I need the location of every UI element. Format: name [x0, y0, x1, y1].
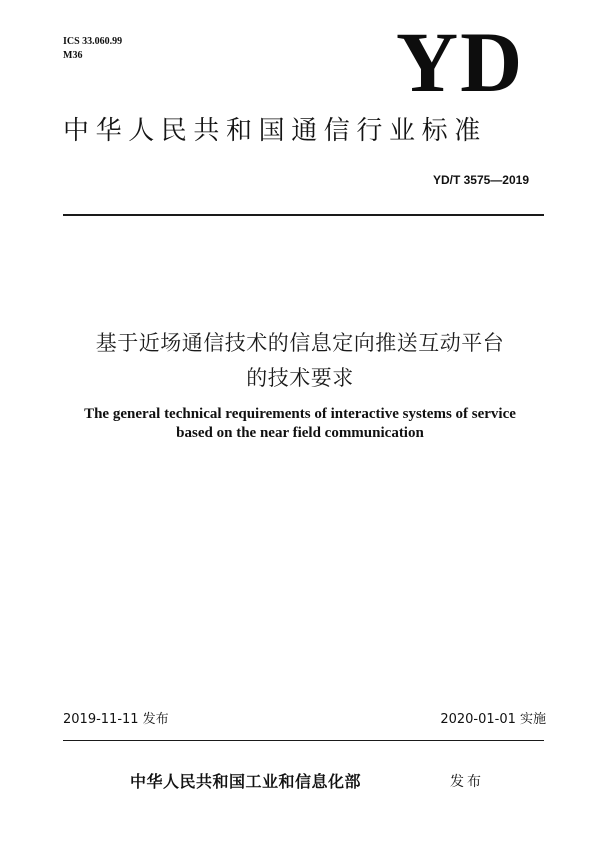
standard-number: YD/T 3575—2019: [432, 173, 529, 187]
publish-date: 2019-11-11 发布: [63, 712, 169, 727]
issuing-authority: 中华人民共和国工业和信息化部: [130, 772, 362, 791]
classification-code: M36: [63, 50, 83, 61]
standard-category-title: 中华人民共和国通信行业标准: [63, 116, 487, 146]
chinese-title-line-2: 的技术要求: [246, 366, 354, 390]
english-title-line-2: based on the near field communication: [176, 425, 424, 441]
issued-label: 发布: [450, 774, 484, 790]
implementation-date: 2020-01-01 实施: [440, 712, 546, 727]
chinese-title-line-1: 基于近场通信技术的信息定向推送互动平台: [95, 331, 505, 355]
bottom-divider: [63, 740, 544, 741]
ics-code: ICS 33.060.99: [63, 36, 123, 47]
english-title-line-1: The general technical requirements of interactive systems of service: [84, 406, 516, 422]
top-divider: [63, 214, 544, 216]
standard-logo: YD: [396, 14, 525, 110]
